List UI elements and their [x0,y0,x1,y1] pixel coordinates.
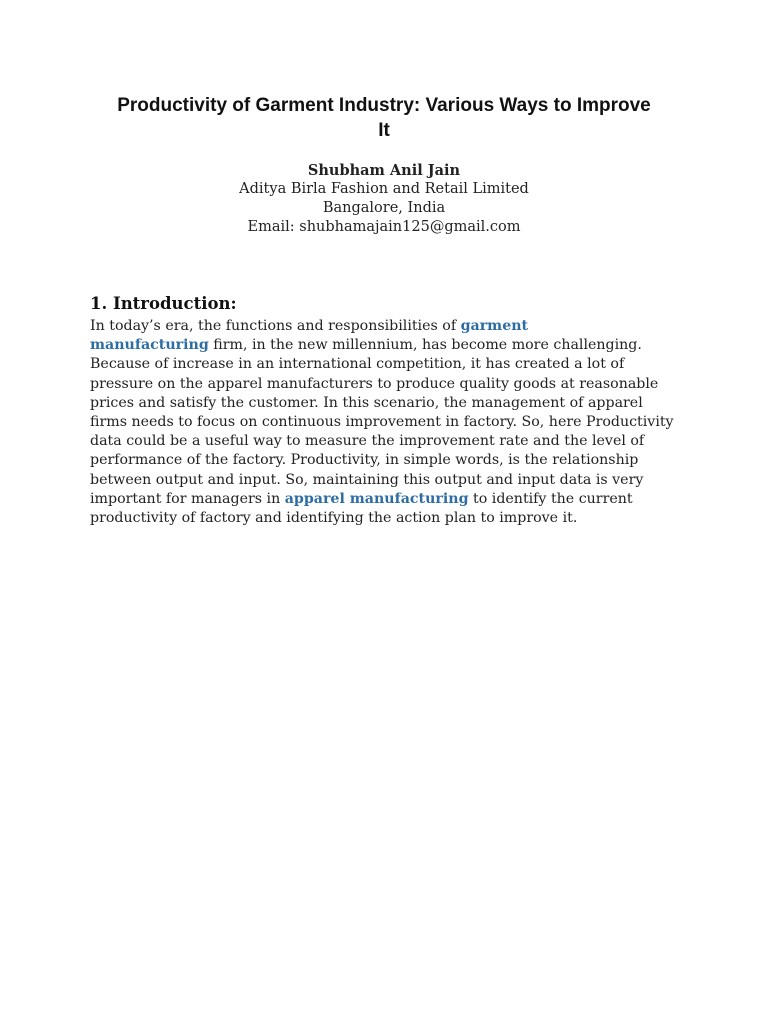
line-text: performance of the factory. Productivity, in simple words, is the relationship [90,452,639,469]
paragraph-line [90,509,690,528]
author-location: Bangalore, India [322,200,446,216]
title-line-1: Productivity of Garment Industry: Various Ways to Improve [117,95,651,116]
line-text: important for managers in [90,490,285,507]
author-email: Email: shubhamajain125@gmail.com [247,219,521,235]
title-line-2: It [378,120,390,141]
paragraph-line [90,413,690,432]
line-text: data could be a useful way to measure the improvement rate and the level of [90,433,645,450]
paragraph-line [90,451,690,470]
line-text: prices and satisfy the customer. In this scenario, the management of apparel [90,394,643,411]
paragraph-line [90,375,690,394]
paragraph-line [90,471,690,490]
paragraph-line [90,432,690,451]
line-text: firm, in the new millennium, has become more challenging. [208,337,642,354]
inline-link[interactable]: apparel manufacturing [284,490,469,507]
author-block [90,161,678,237]
inline-link[interactable]: garment [460,318,529,334]
line-text: between output and input. So, maintaining this output and input data is very [90,471,644,488]
paragraph-line [90,336,690,355]
author-name: Shubham Anil Jain [307,162,461,179]
line-text: to identify the current [468,490,633,507]
line-text: firms needs to focus on continuous improvement in factory. So, here Productivity [90,414,674,431]
document-title [80,93,688,143]
line-text: pressure on the apparel manufacturers to produce quality goods at reasonable [90,375,659,392]
paragraph-line [90,490,690,509]
line-text: In today’s era, the functions and responsibilities of [90,318,461,334]
paragraph-line [90,355,690,374]
paragraph-line [90,317,690,336]
introduction-paragraph [90,317,690,528]
inline-link[interactable]: manufacturing [90,337,209,354]
author-organization: Aditya Birla Fashion and Retail Limited [239,181,529,197]
paragraph-line [90,394,690,413]
introduction-section [90,292,690,528]
line-text: Because of increase in an international competition, it has created a lot of [90,356,625,373]
section-heading: 1. Introduction: [90,294,237,313]
line-text: productivity of factory and identifying the action plan to improve it. [90,510,578,527]
